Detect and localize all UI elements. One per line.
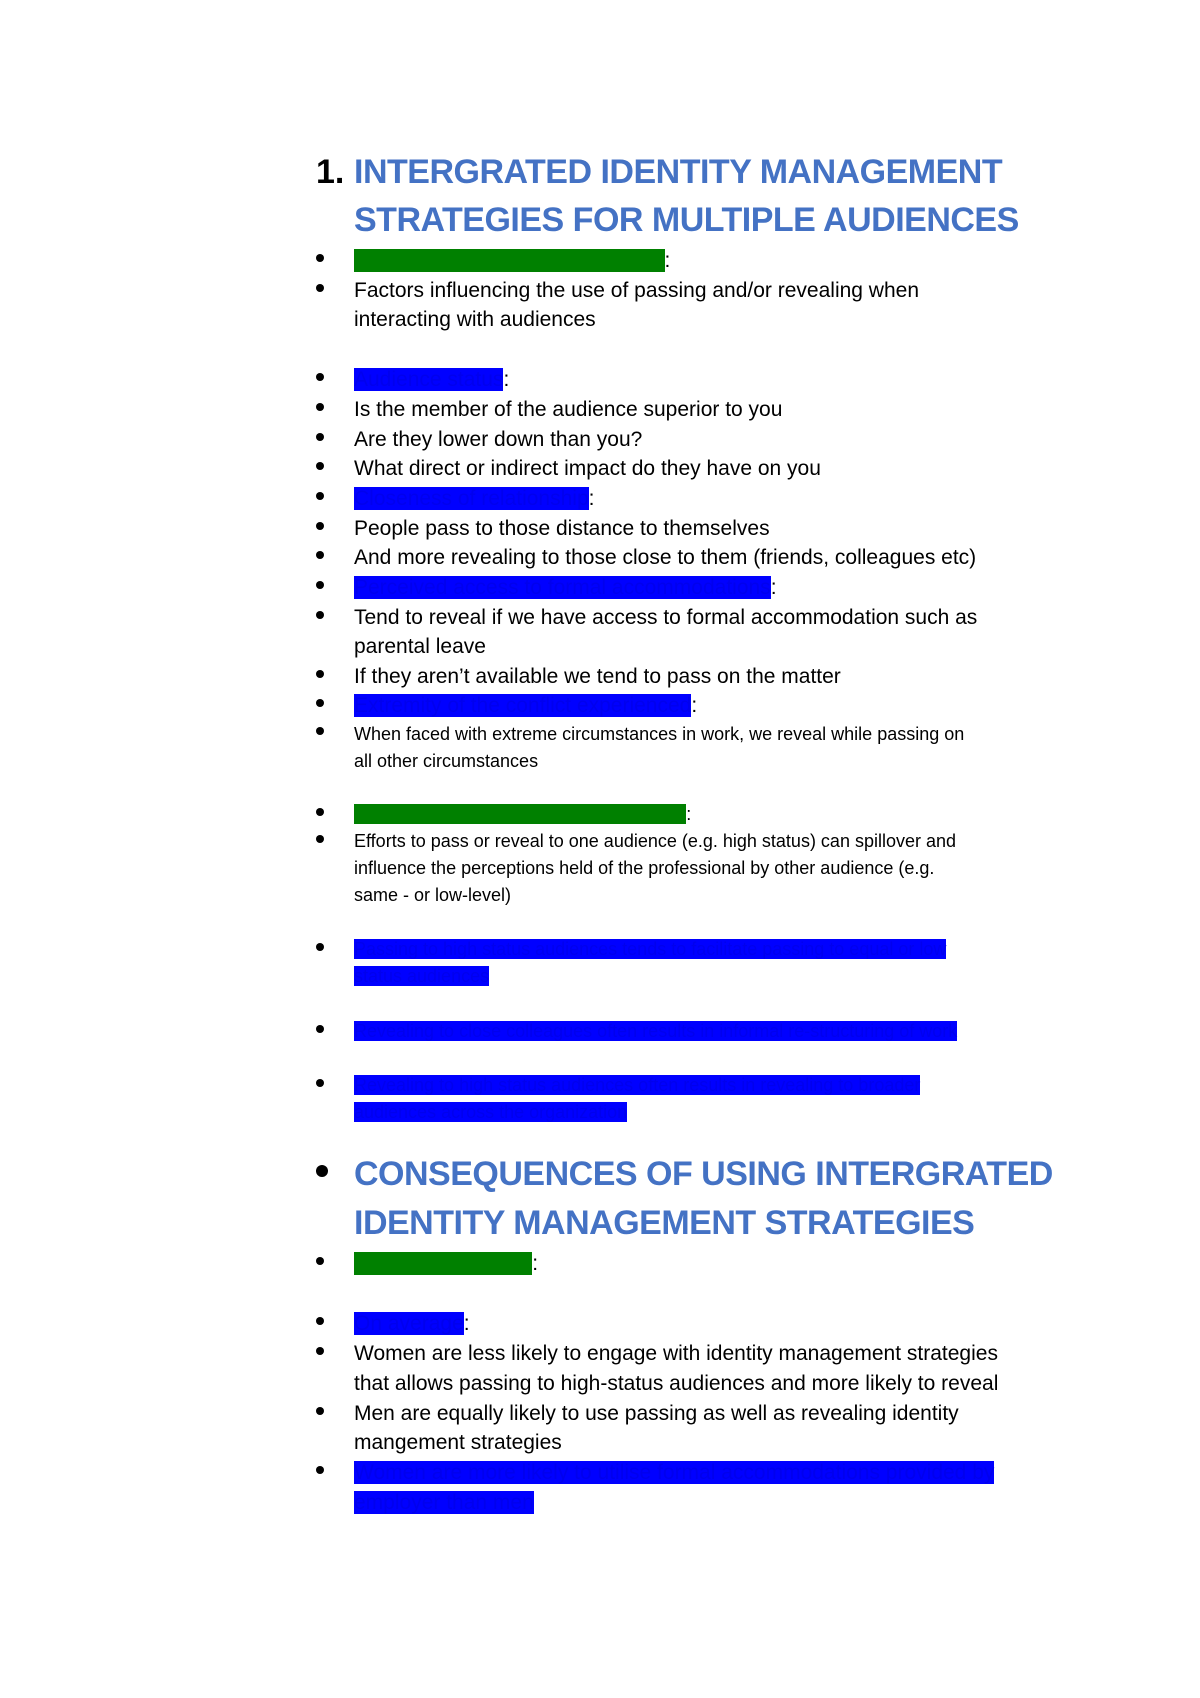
audience-status-item [354,365,1054,394]
closeness-item [354,484,1054,513]
list-item: Are they lower down than you? [354,428,643,451]
factors-line-1: Factors influencing the use of passing and/or revealing when [354,279,920,302]
perceived-item-1-line-2: parental leave [354,635,486,658]
bullet-icon [316,403,326,413]
section-1-title-line-2: STRATEGIES FOR MULTIPLE AUDIENCES [354,201,1019,239]
audience-status-label: Audience status [354,368,504,391]
colon: : [686,804,692,824]
bullet-icon [316,1347,326,1357]
bullet-icon [316,551,326,561]
bullet-icon [316,462,326,472]
colon: : [664,249,671,272]
women-line-2: that allows passing to high-status audiences and more likely to reveal [354,1372,999,1395]
bullet-icon [316,522,326,532]
perceived-item-1-line-1: Tend to reveal if we have access to formal accommodation such as [354,606,978,629]
gender-label: Gender differences [354,1252,533,1275]
women-formal-line-1: Women are more likely to utilise formal accommodations provided by [354,1461,995,1484]
section-1-title-line-1: INTERGRATED IDENTITY MANAGEMENT [354,153,1003,191]
bullet-icon [316,835,326,845]
spillover-line-3: same - or low-level) [354,885,512,905]
bullet-icon [316,1466,326,1476]
list-item: People pass to those distance to themselves [354,517,770,540]
bullet-icon [316,670,326,680]
bullet-icon [316,492,326,502]
extremity-line-2: all other circumstances [354,751,539,771]
combining-label: Combining passing and revealing [354,249,665,272]
bullet-icon [316,727,326,737]
section-1-number: 1. [316,153,345,191]
spillover-item [354,801,1054,828]
bullet-icon [316,699,326,709]
men-line-2: mangement strategies [354,1431,562,1454]
colon: : [588,487,595,510]
bullet-icon [316,943,326,953]
colon: : [691,694,698,717]
list-item: What direct or indirect impact do they have on you [354,457,821,480]
bullet-icon [316,808,326,818]
bullet-icon [316,284,326,294]
bullet-icon [316,1317,326,1327]
extremity-label: Extremity of the conflict experienced [354,694,692,717]
colon: : [503,368,510,391]
bullet-icon [316,373,326,383]
women-formal-line-2: employer than men [354,1491,534,1514]
colon: : [770,576,777,599]
revealing-close: Revealing to close colleagues often results in informal re-structuring of work [354,1021,958,1041]
bullet-icon [316,1165,326,1175]
gender-item [354,1249,1054,1278]
passing-high-line-1: Passing to high status audiences tends to facilitate passing to equal or low [354,939,947,959]
section-2-title-line-2: IDENTITY MANAGEMENT STRATEGIES [354,1204,975,1242]
colon: : [532,1252,539,1275]
on-average-label: On average [354,1312,464,1335]
spillover-line-2: influence the perceptions held of the professional by other audience (e.g. [354,858,935,878]
revealing-high-line-1: Revealing to high status audiences often results in revealing to broader [354,1075,921,1095]
perceived-label: Perceived access to formal accommodations [354,576,771,599]
spillover-line-1: Efforts to pass or reveal to one audience (e.g. high status) can spillover and [354,831,957,851]
bullet-icon [316,1079,326,1089]
bullet-icon [316,1025,326,1035]
extremity-line-1: When faced with extreme circumstances in work, we reveal while passing on [354,724,965,744]
extremity-item [354,691,1054,720]
section-2-title-line-1: CONSEQUENCES OF USING INTERGRATED [354,1155,1053,1193]
factors-line-2: interacting with audiences [354,308,596,331]
list-item: Is the member of the audience superior to you [354,398,783,421]
on-average-item [354,1309,1054,1338]
closeness-label: Closeness of relationship [354,487,589,510]
men-line-1: Men are equally likely to use passing as well as revealing identity [354,1402,959,1425]
passing-high-line-2: status audiences [354,966,490,986]
bullet-icon [316,611,326,621]
list-item: And more revealing to those close to them (friends, colleagues etc) [354,546,977,569]
spillover-label: Spillover of perceptions across audiences [354,804,687,824]
revealing-high-line-2: audiences across the organization [354,1102,628,1122]
combining-item [354,246,1054,275]
colon: : [463,1312,470,1335]
bullet-icon [316,1407,326,1417]
perceived-item-2: If they aren’t available we tend to pass on the matter [354,665,841,688]
bullet-icon [316,254,326,264]
perceived-item [354,573,1054,602]
bullet-icon [316,1257,326,1267]
women-line-1: Women are less likely to engage with identity management strategies [354,1342,998,1365]
bullet-icon [316,433,326,443]
bullet-icon [316,581,326,591]
